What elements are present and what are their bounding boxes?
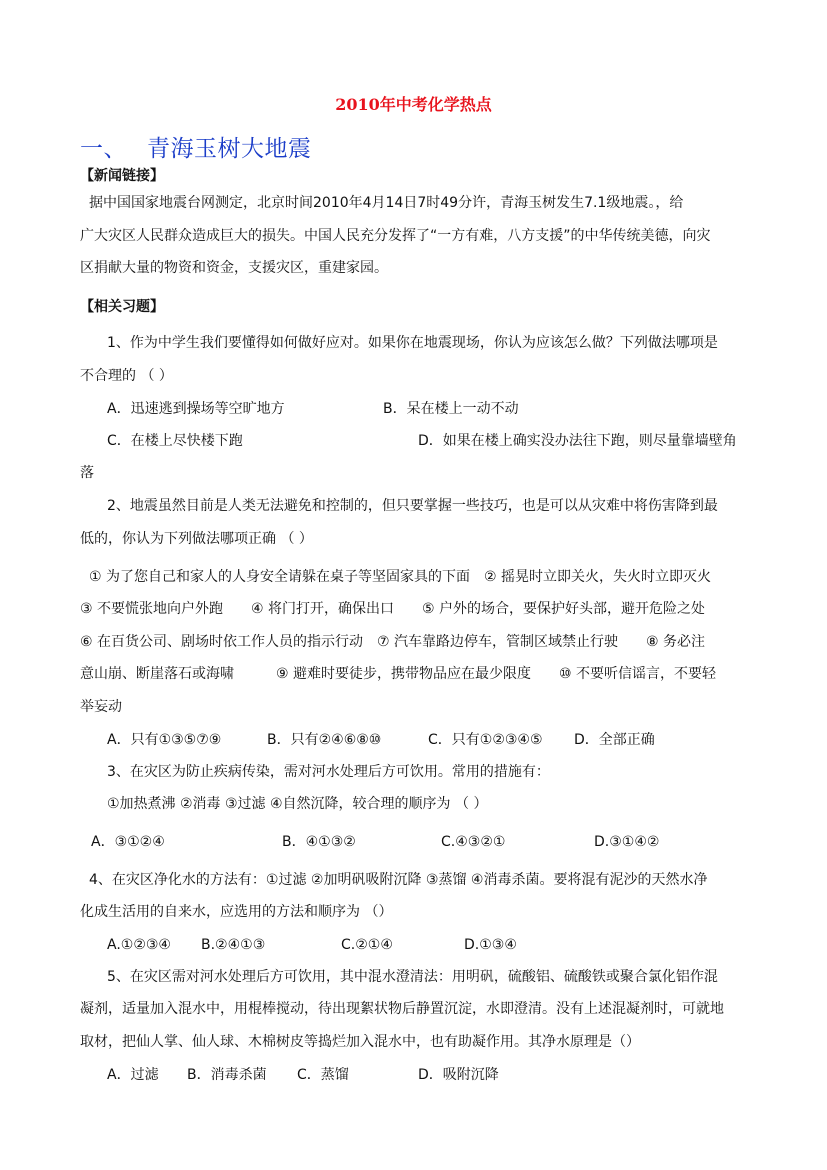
q1-option-d-tail: 落 [80, 465, 94, 481]
q2-option-d: D．全部正确 [574, 732, 655, 748]
q3-option-c: C.④③②① [441, 834, 506, 850]
q2-item-line: 举妄动 [80, 699, 122, 715]
q5-option-b: B．消毒杀菌 [187, 1067, 267, 1083]
news-line: 区捐献大量的物资和资金，支援灾区，重建家园。 [80, 260, 388, 276]
section-heading [80, 130, 312, 163]
q4-option-a: A.①②③④ [107, 937, 171, 953]
q1-option-c: C．在楼上尽快楼下跑 [107, 433, 243, 449]
q2-item-line: ⑥ 在百货公司、剧场时依工作人员的指示行动 ⑦ 汽车靠路边停车，管制区域禁止行驶 ⑧ 务必注 [80, 634, 706, 650]
question-1-line: 不合理的 （ ） [80, 368, 173, 384]
news-line: 据中国国家地震台网测定，北京时间2010年4月14日7时49分许，青海玉树发生7.1级地震。，给 [89, 195, 684, 211]
q5-option-d: D．吸附沉降 [418, 1067, 499, 1083]
question-3-line: ①加热煮沸 ②消毒 ③过滤 ④自然沉降，较合理的顺序为 （ ） [107, 796, 488, 812]
q1-option-a: A．迅速逃到操场等空旷地方 [107, 401, 285, 417]
question-3-line: 3、在灾区为防止疾病传染，需对河水处理后方可饮用。常用的措施有： [107, 764, 550, 780]
q5-option-c: C．蒸馏 [297, 1067, 349, 1083]
news-line: 广大灾区人民群众造成巨大的损失。中国人民充分发挥了“一方有难，八方支援”的中华传统美德，向灾 [80, 228, 711, 244]
q1-option-d: D．如果在楼上确实没办法往下跑，则尽量靠墙壁角 [418, 433, 737, 449]
q2-option-a: A．只有①③⑤⑦⑨ [107, 732, 222, 748]
q2-option-c: C．只有①②③④⑤ [428, 732, 543, 748]
question-1-line: 1、作为中学生我们要懂得如何做好应对。如果你在地震现场，你认为应该怎么做？下列做法哪项是 [107, 335, 718, 351]
question-2-line: 2、地震虽然目前是人类无法避免和控制的，但只要掌握一些技巧，也是可以从灾难中将伤害降到最 [107, 498, 718, 514]
question-4-line: 化成生活用的自来水，应选用的方法和顺序为 （） [80, 904, 393, 920]
q2-item-line: 意山崩、断崖落石或海啸 ⑨ 避难时要徒步，携带物品应在最少限度 ⑩ 不要听信谣言，不要轻 [80, 666, 716, 682]
q1-option-b: B．呆在楼上一动不动 [383, 401, 519, 417]
q3-option-d: D.③①④② [594, 834, 660, 850]
exercises-label: 【相关习题】 [80, 299, 164, 315]
document-title: 2010年中考化学热点 [335, 95, 492, 114]
question-2-line: 低的，你认为下列做法哪项正确 （ ） [80, 531, 313, 547]
q2-item-line: ① 为了您自己和家人的人身安全请躲在桌子等坚固家具的下面 ② 摇晃时立即关火，失火时立即灭火 [89, 569, 711, 585]
question-5-line: 5、在灾区需对河水处理后方可饮用，其中混水澄清法：用明矾，硫酸铝、硫酸铁或聚合氯化铝作混 [107, 969, 718, 985]
q4-option-d: D.①③④ [464, 937, 517, 953]
q5-option-a: A．过滤 [107, 1067, 159, 1083]
news-label: 【新闻链接】 [80, 168, 164, 184]
q3-option-a: A．③①②④ [91, 834, 165, 850]
question-5-line: 取材，把仙人掌、仙人球、木棉树皮等捣烂加入混水中，也有助凝作用。其净水原理是（） [80, 1034, 640, 1050]
q3-option-b: B．④①③② [282, 834, 356, 850]
question-5-line: 凝剂，适量加入混水中，用棍棒搅动，待出现絮状物后静置沉淀，水即澄清。没有上述混凝剂时，可就地 [80, 1001, 724, 1017]
q4-option-c: C.②①④ [341, 937, 393, 953]
section-heading-text: 青海玉树大地震 [147, 136, 312, 162]
q2-option-b: B．只有②④⑥⑧⑩ [267, 732, 382, 748]
q2-item-line: ③ 不要慌张地向户外跑 ④ 将门打开，确保出口 ⑤ 户外的场合，要保护好头部，避开危险之处 [80, 601, 706, 617]
q4-option-b: B.②④①③ [201, 937, 266, 953]
section-number: 一、 [80, 136, 127, 162]
question-4-line: 4、在灾区净化水的方法有：①过滤 ②加明矾吸附沉降 ③蒸馏 ④消毒杀菌。要将混有泥沙的天然水净 [89, 872, 708, 888]
